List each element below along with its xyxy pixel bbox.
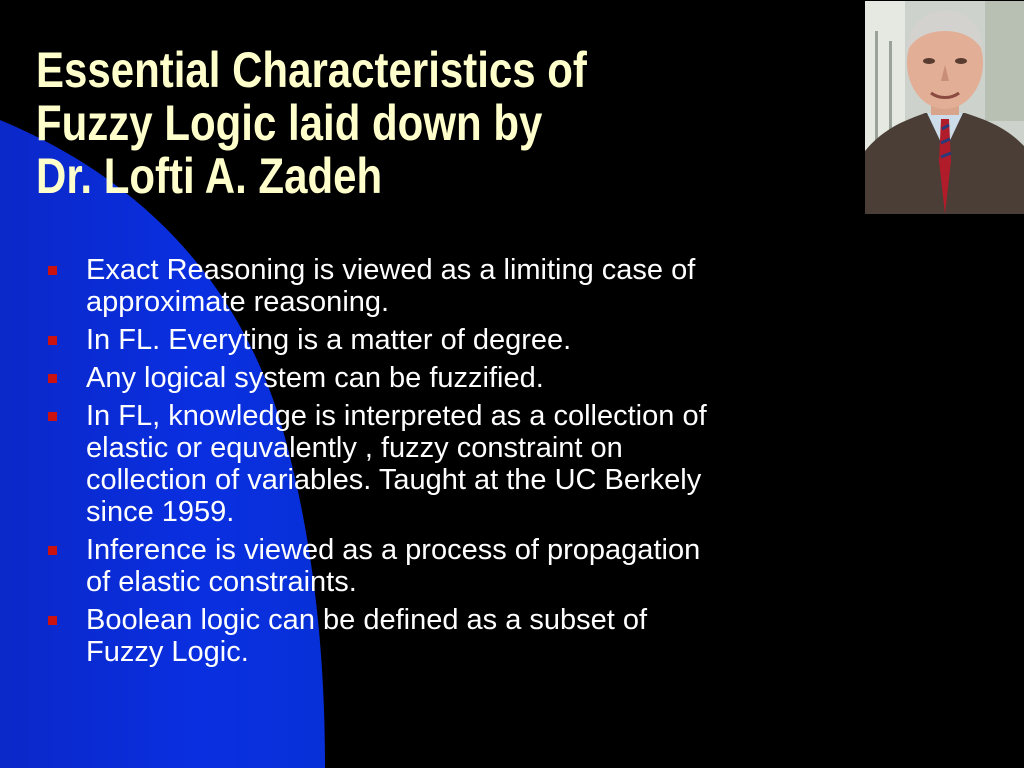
bullet-list <box>46 254 836 674</box>
bullet-text-line: elastic or equvalently , fuzzy constraint on <box>86 432 623 464</box>
bullet-text-line: Boolean logic can be defined as a subset of <box>86 604 648 636</box>
red-square-bullet-icon <box>48 546 57 555</box>
red-square-bullet-icon <box>48 412 57 421</box>
bullet-item <box>46 604 836 668</box>
slide-title <box>36 44 587 203</box>
red-square-bullet-icon <box>48 616 57 625</box>
title-line: Essential Characteristics of <box>36 42 587 98</box>
bullet-text-line: collection of variables. Taught at the UC Berkely <box>86 464 702 496</box>
bullet-text-line: approximate reasoning. <box>86 286 390 318</box>
bullet-item <box>46 362 836 394</box>
bullet-item <box>46 324 836 356</box>
red-square-bullet-icon <box>48 336 57 345</box>
red-square-bullet-icon <box>48 374 57 383</box>
portrait-photo <box>865 1 1024 214</box>
title-line: Fuzzy Logic laid down by <box>36 95 543 151</box>
bullet-text-line: Exact Reasoning is viewed as a limiting case of <box>86 254 696 286</box>
bullet-text-line: since 1959. <box>86 496 235 528</box>
bullet-text-line: Any logical system can be fuzzified. <box>86 362 544 394</box>
bullet-item <box>46 400 836 528</box>
bullet-text-line: In FL. Everyting is a matter of degree. <box>86 324 572 356</box>
bullet-text-line: In FL, knowledge is interpreted as a collection of <box>86 400 707 432</box>
title-line: Dr. Lofti A. Zadeh <box>36 148 383 204</box>
red-square-bullet-icon <box>48 266 57 275</box>
bullet-item <box>46 534 836 598</box>
bullet-item <box>46 254 836 318</box>
bullet-text-line: Fuzzy Logic. <box>86 636 249 668</box>
bullet-text-line: of elastic constraints. <box>86 566 357 598</box>
bullet-text-line: Inference is viewed as a process of propagation <box>86 534 701 566</box>
